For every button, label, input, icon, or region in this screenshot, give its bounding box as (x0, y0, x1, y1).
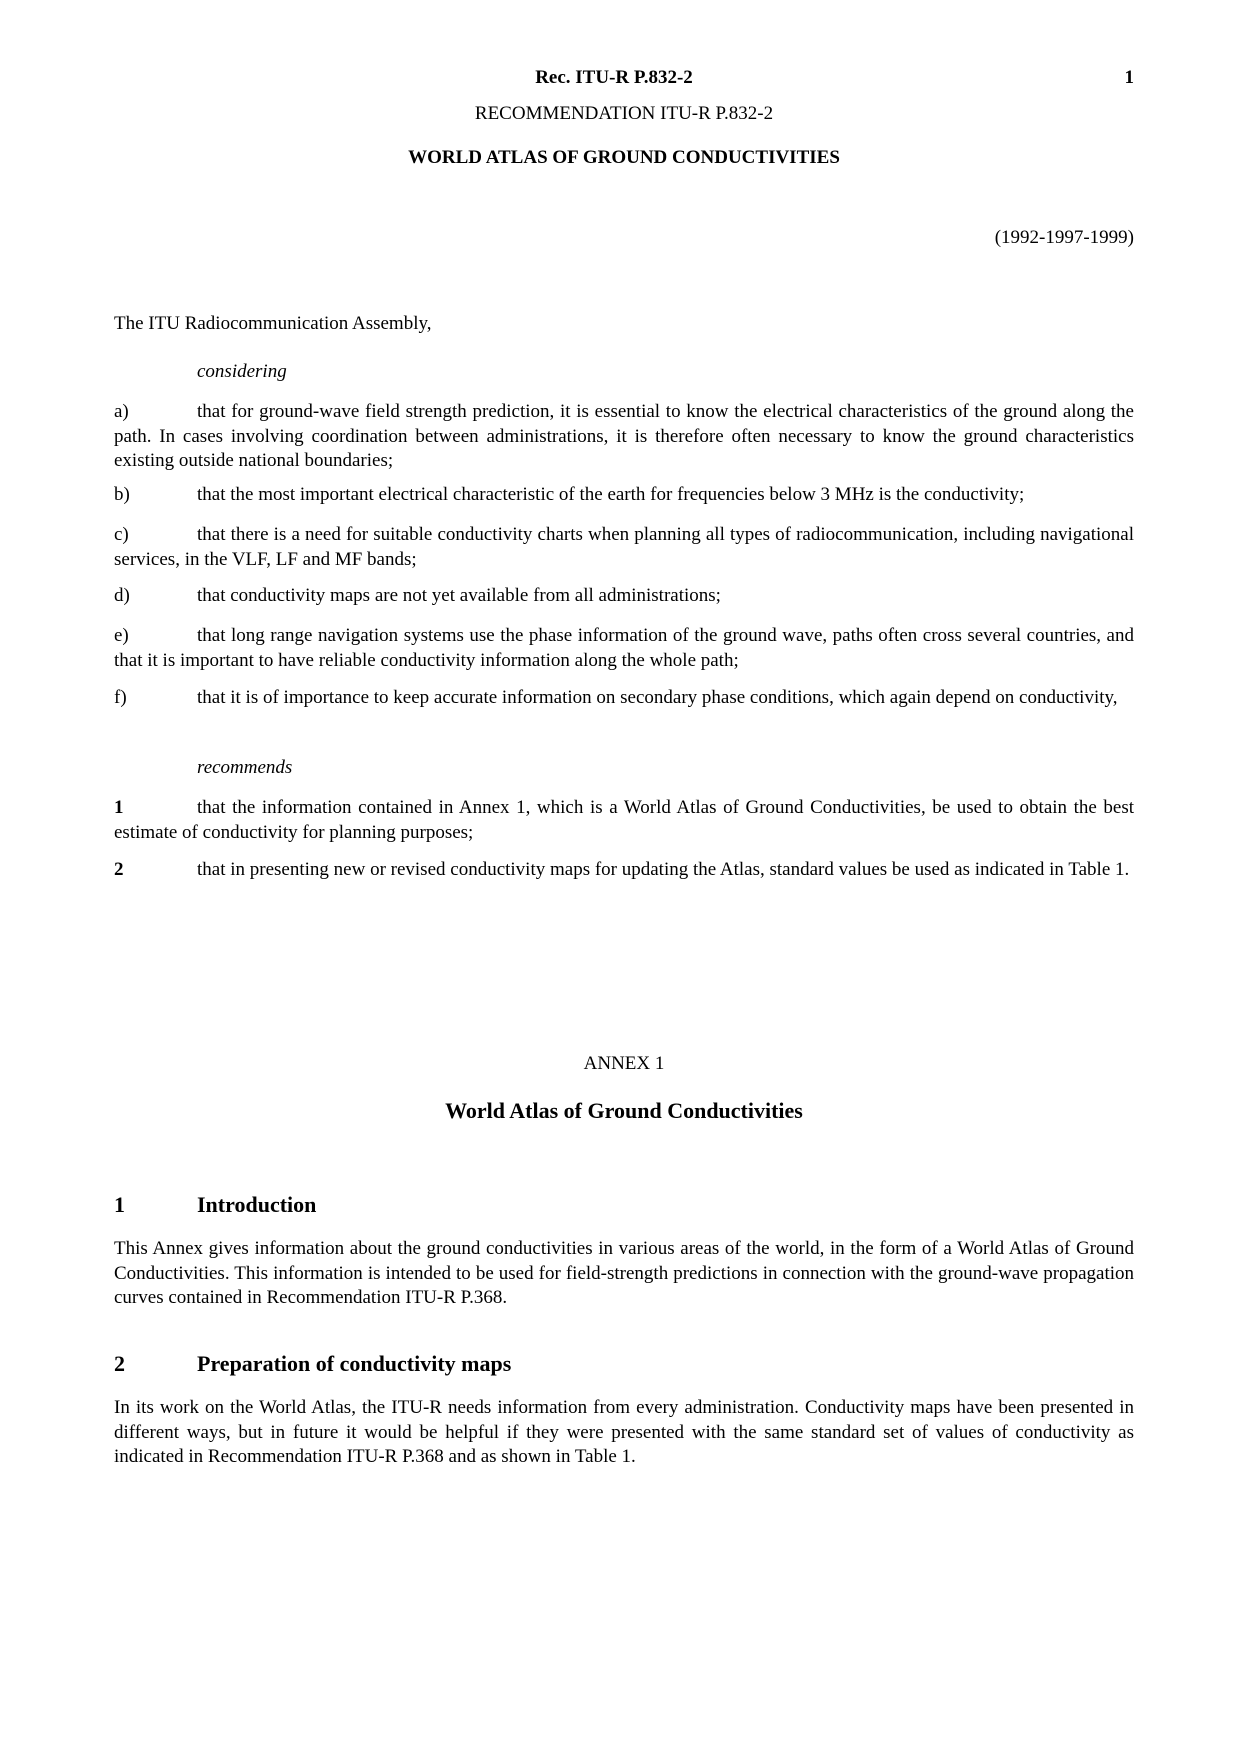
recommends-label: recommends (197, 757, 293, 778)
section-number: 1 (114, 1192, 125, 1217)
considering-item (114, 686, 1134, 711)
item-text: that it is of importance to keep accurate information on secondary phase conditions, which again depend on conductivity, (197, 687, 1118, 708)
considering-item (114, 483, 1134, 508)
item-text: that long range navigation systems use the phase information of the ground wave, paths often cross several countries, and that it is important to have reliable conductivity information along the whole path; (114, 625, 1134, 671)
section-title: Introduction (197, 1192, 317, 1217)
section-body: This Annex gives information about the ground conductivities in various areas of the world, in the form of a World Atlas of Ground Conductivities. This information is intended to be used for field-strength predictions in connection with the ground-wave propagation curves contained in Recommendation ITU-R P.368. (114, 1238, 1134, 1308)
item-text: that for ground-wave field strength prediction, it is essential to know the electrical characteristics of the ground along the path. In cases involving coordination between administrations, it is therefore often necessary to know the ground characteristics existing outside national boundaries; (114, 401, 1134, 471)
section-heading (114, 1352, 1134, 1377)
item-text: that the information contained in Annex 1, which is a World Atlas of Ground Conductivities, be used to obtain the best estimate of conductivity for planning purposes; (114, 797, 1134, 843)
item-label: c) (114, 524, 129, 545)
item-label: a) (114, 401, 129, 422)
item-label: d) (114, 585, 130, 606)
item-label: b) (114, 484, 130, 505)
considering-item (114, 523, 1134, 572)
rec-title: WORLD ATLAS OF GROUND CONDUCTIVITIES (408, 147, 840, 168)
section-body: In its work on the World Atlas, the ITU-R needs information from every administration. Conductivity maps have been presented in different ways, but in future it would be helpful if they were presented with the same standard set of values of conductivity as indicated in Recommendation ITU-R P.368 and as shown in Table 1. (114, 1397, 1134, 1467)
annex-label: ANNEX 1 (583, 1053, 665, 1074)
item-text: that the most important electrical characteristic of the earth for frequencies below 3 MHz is the conductivity; (197, 484, 1025, 505)
item-label: 2 (114, 859, 124, 880)
section-number: 2 (114, 1351, 125, 1376)
running-title: Rec. ITU-R P.832-2 (535, 67, 693, 88)
page-number: 1 (1124, 67, 1134, 88)
considering-item (114, 584, 1134, 609)
recommends-item (114, 858, 1134, 883)
item-text: that conductivity maps are not yet available from all administrations; (197, 585, 721, 606)
rec-number: RECOMMENDATION ITU-R P.832-2 (474, 103, 774, 124)
recommends-item (114, 796, 1134, 845)
annex-title: World Atlas of Ground Conductivities (445, 1098, 803, 1123)
considering-label: considering (197, 361, 287, 382)
section-title: Preparation of conductivity maps (197, 1351, 512, 1376)
item-label: f) (114, 687, 127, 708)
item-text: that there is a need for suitable conductivity charts when planning all types of radiocommunication, including navigational services, in the VLF, LF and MF bands; (114, 524, 1134, 570)
considering-item (114, 624, 1134, 673)
section-heading (114, 1193, 1134, 1218)
item-label: e) (114, 625, 129, 646)
rec-dates: (1992-1997-1999) (994, 227, 1134, 248)
item-label: 1 (114, 797, 124, 818)
item-text: that in presenting new or revised conductivity maps for updating the Atlas, standard values be used as indicated in Table 1. (197, 859, 1130, 880)
considering-item (114, 400, 1134, 474)
assembly-line: The ITU Radiocommunication Assembly, (114, 313, 432, 334)
